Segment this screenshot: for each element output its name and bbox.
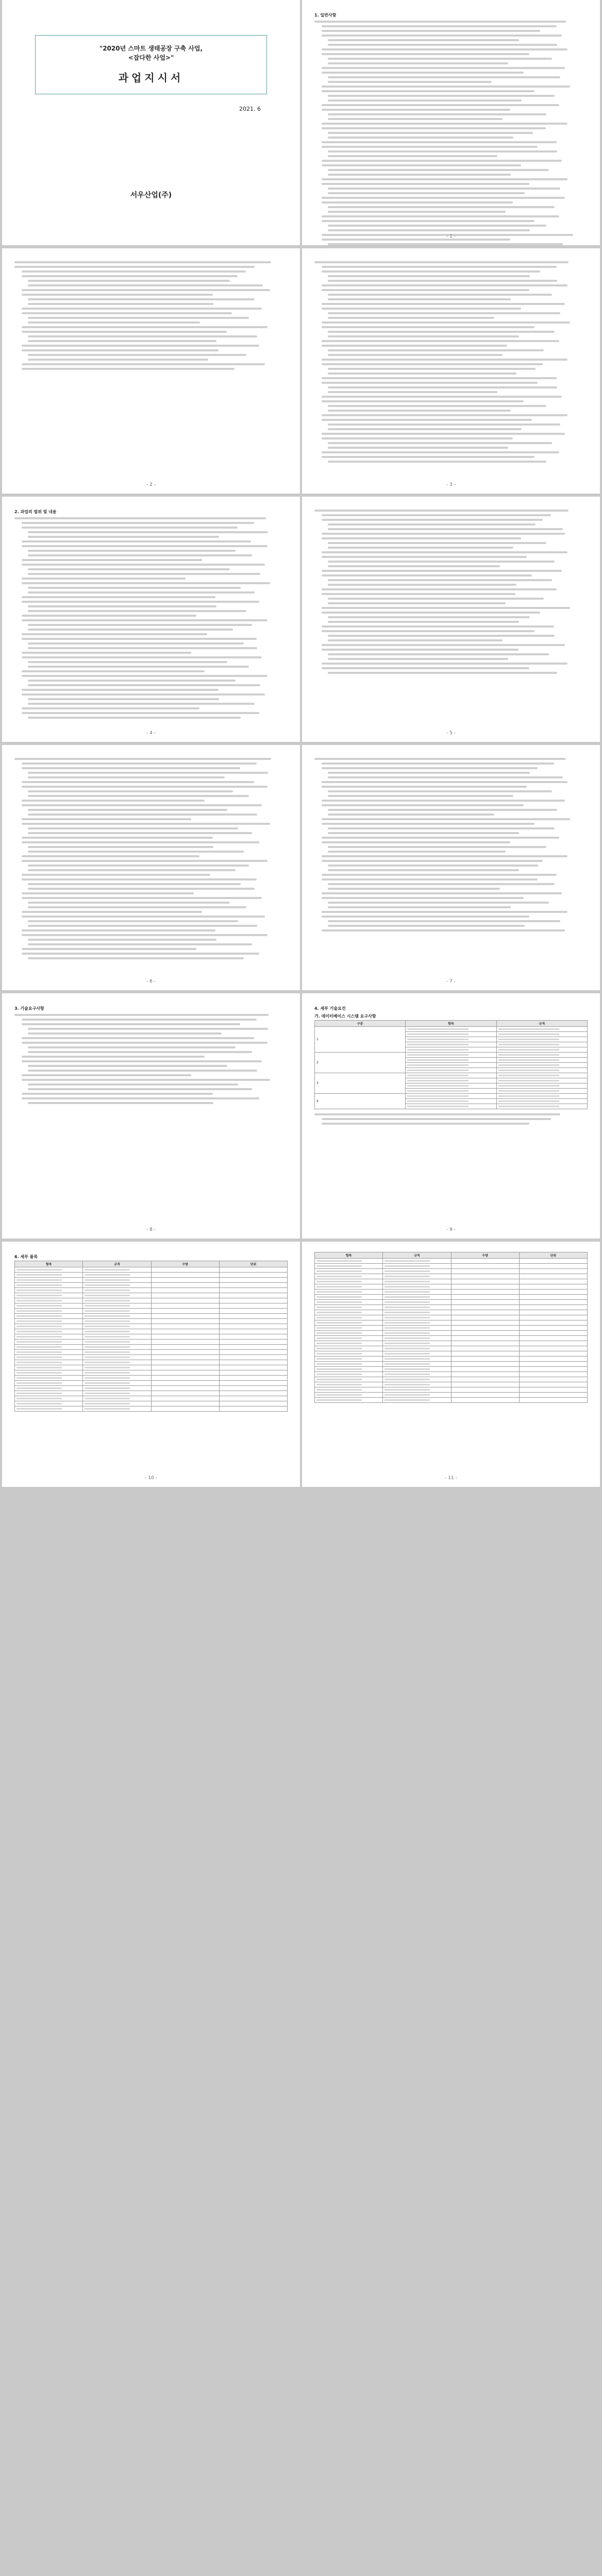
- header-item: 항목: [315, 1252, 383, 1259]
- header-qty: 수량: [151, 1261, 219, 1267]
- section-heading: 2. 과업의 범위 및 내용: [14, 510, 57, 514]
- section-heading: 3. 기술요구사항: [14, 1006, 44, 1011]
- empty-area: [0, 1490, 602, 2576]
- page-number: - 9 -: [446, 1227, 456, 1232]
- page-5: [302, 497, 600, 742]
- project-title: "2020년 스마트 생태공장 구축 사업, <잡다한 사업>": [99, 45, 203, 61]
- page-number: - 6 -: [146, 979, 156, 984]
- table-title: 가. 데이터베이스 시스템 요구사항: [314, 1014, 376, 1019]
- page-number: - 8 -: [146, 1227, 156, 1232]
- page-6: [2, 745, 300, 990]
- page-3: [302, 248, 600, 494]
- page-number: - 2 -: [146, 482, 156, 487]
- item-table-right: [314, 1252, 588, 1403]
- page-number: - 5 -: [446, 731, 456, 736]
- page-number: - 11 -: [445, 1476, 457, 1481]
- header-spec: 규격: [496, 1021, 587, 1027]
- header-spec: 규격: [383, 1252, 451, 1259]
- header-no: 구분: [315, 1021, 406, 1027]
- page-number: - 10 -: [145, 1476, 157, 1481]
- page-9: [302, 993, 600, 1239]
- section-heading: 6. 세부 품목: [14, 1255, 38, 1259]
- page-number: - 1 -: [446, 234, 456, 239]
- header-qty: 수량: [451, 1252, 519, 1259]
- cover-page: [2, 0, 300, 245]
- page-number: - 4 -: [146, 731, 156, 736]
- header-unit: 단위: [219, 1261, 287, 1267]
- header-spec: 규격: [83, 1261, 151, 1267]
- header-item: 항목: [15, 1261, 83, 1267]
- page-7: [302, 745, 600, 990]
- header-unit: 단위: [519, 1252, 587, 1259]
- page-4: [2, 497, 300, 742]
- doc-title: 과업지시서: [118, 72, 184, 84]
- page-1: [302, 0, 600, 245]
- section-heading: 1. 일반사항: [314, 13, 337, 18]
- spec-table: 구분 항목 규격 1 2 3 4: [314, 1020, 588, 1109]
- item-table-left: [14, 1261, 288, 1412]
- page-10: [2, 1242, 300, 1487]
- page-11: [302, 1242, 600, 1487]
- cover-title-box: [35, 35, 267, 94]
- section-heading: 4. 세부 기술요건: [314, 1006, 346, 1011]
- cover-date: 2021. 6: [239, 106, 261, 112]
- cover-company: 서우산업(주): [130, 191, 172, 199]
- page-2: [2, 248, 300, 494]
- page-number: - 3 -: [446, 482, 456, 487]
- page-number: - 7 -: [446, 979, 456, 984]
- header-item: 항목: [406, 1021, 496, 1027]
- page-8: [2, 993, 300, 1239]
